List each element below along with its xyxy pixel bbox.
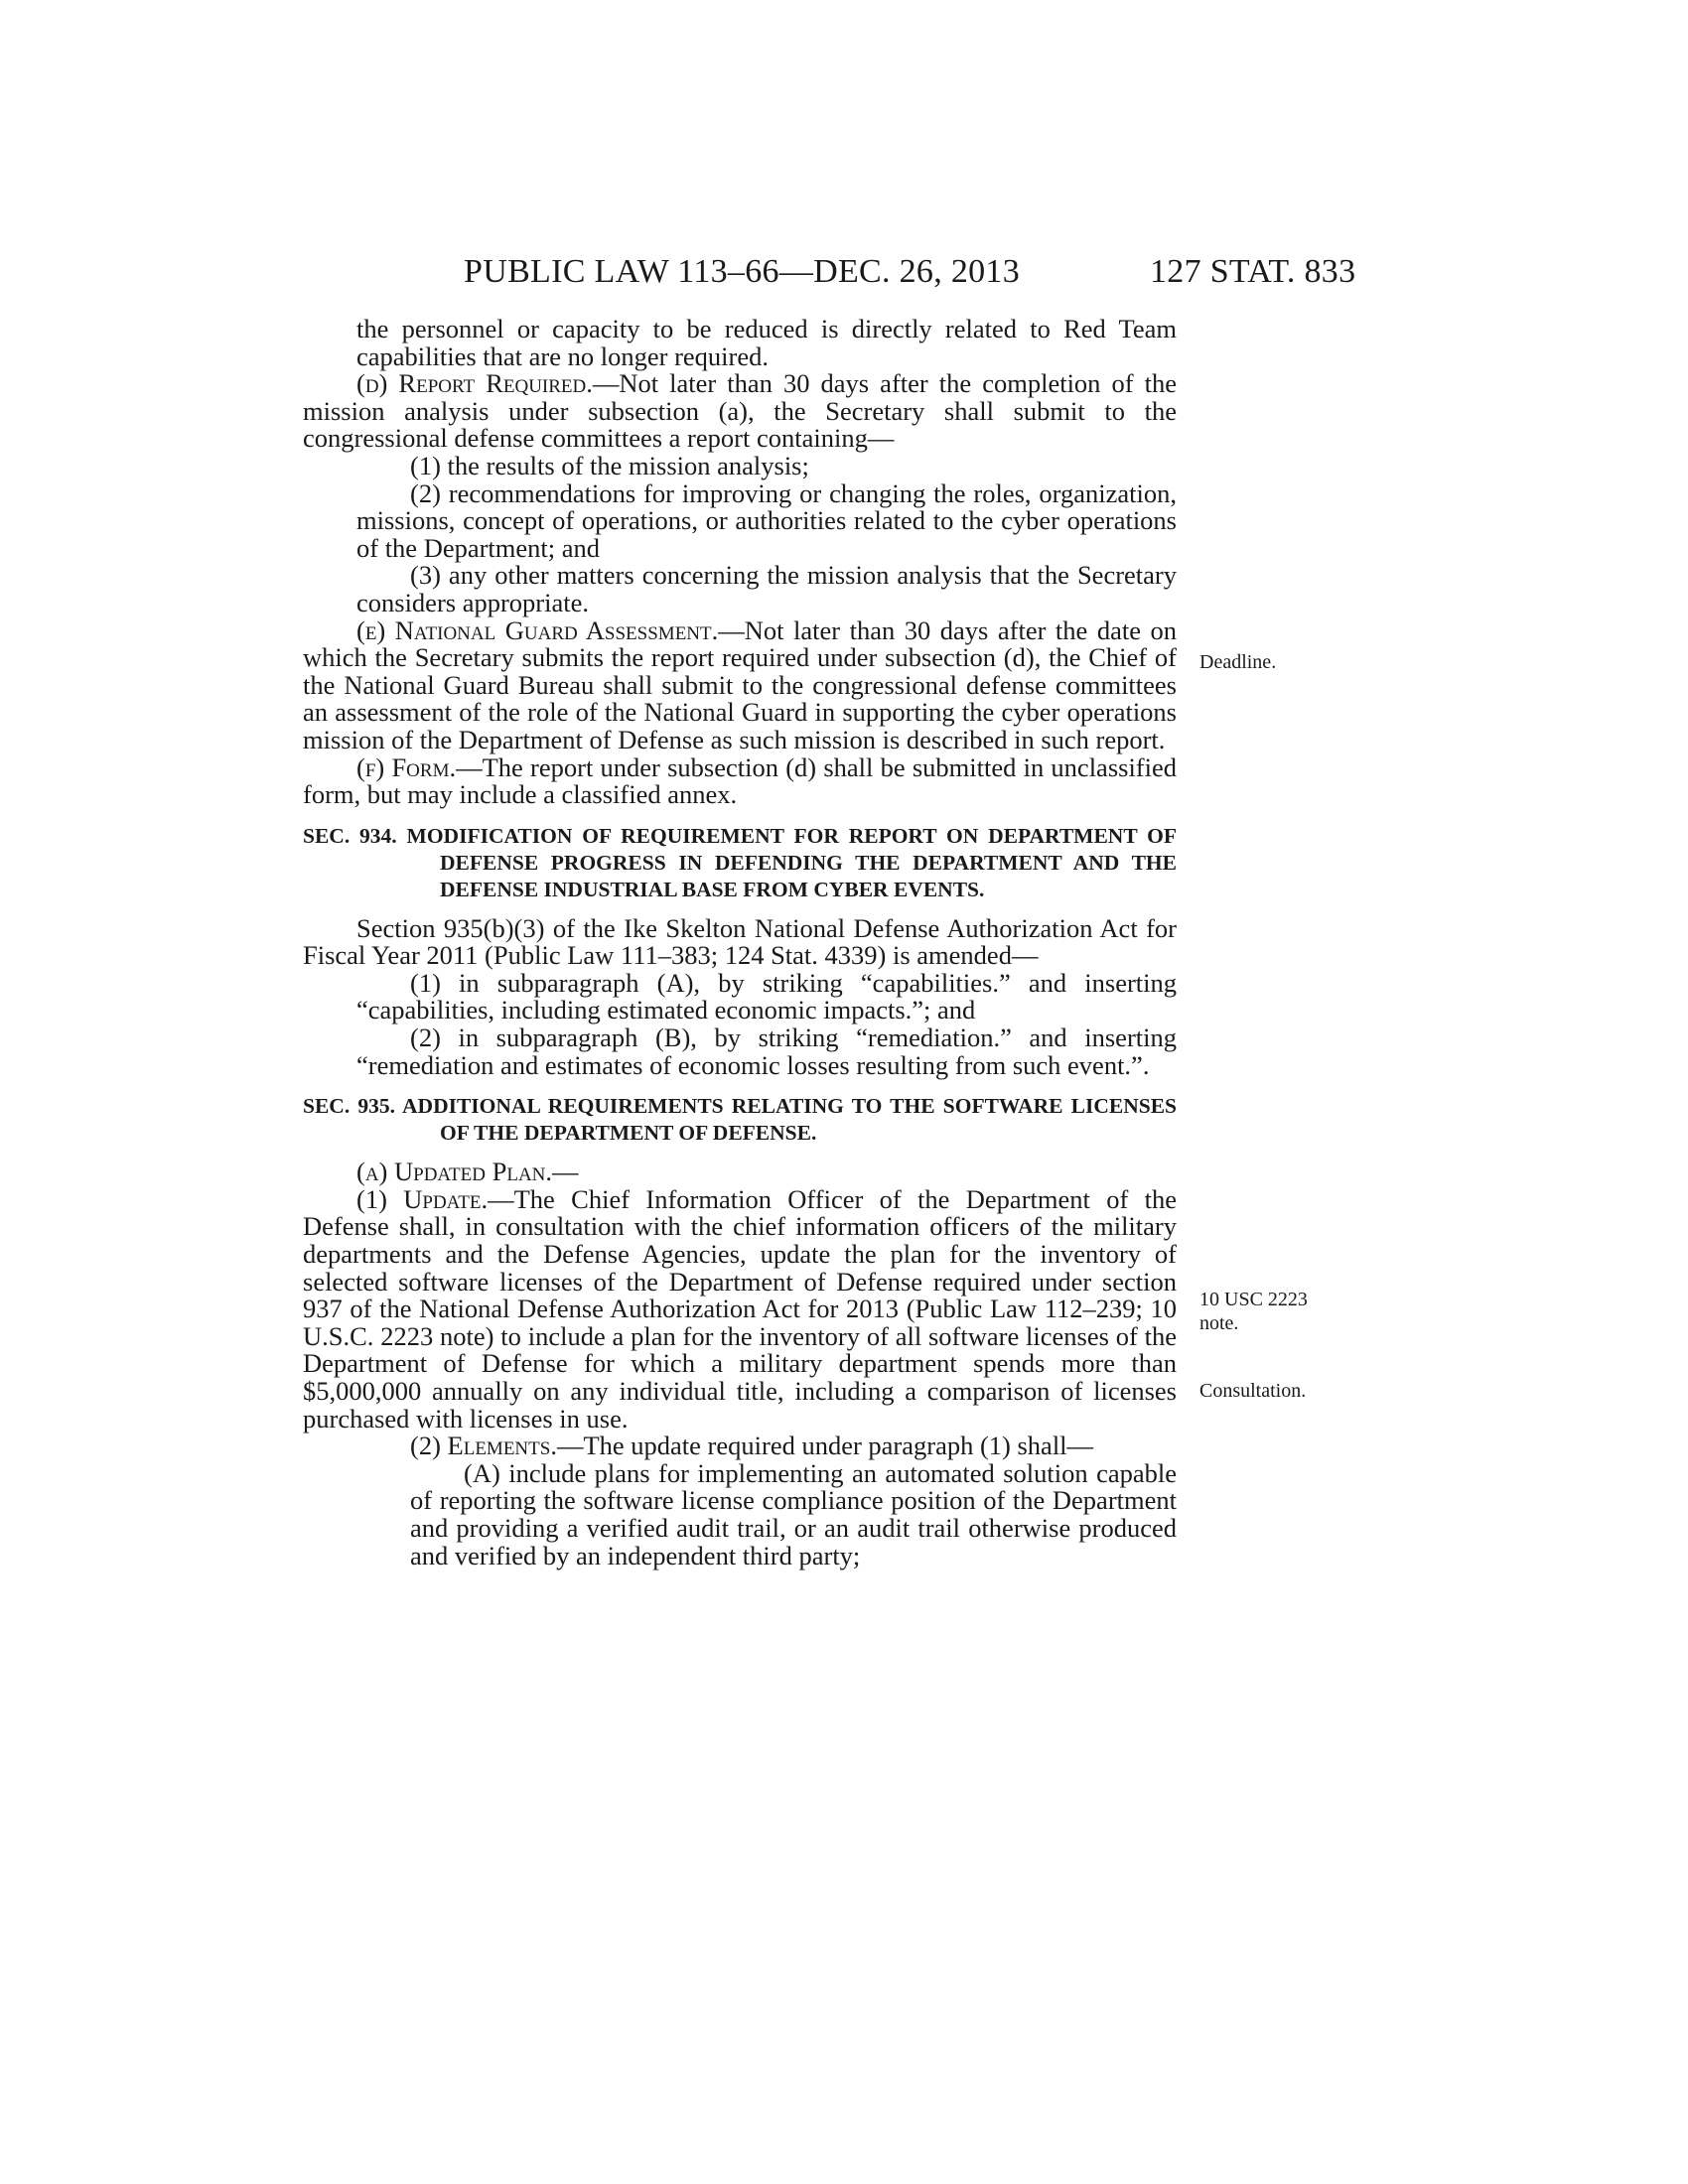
continuation-text: the personnel or capacity to be reduced is directly related to Red Team capabilities that are no longer required. xyxy=(356,314,1177,371)
statute-page-number: 127 STAT. 833 xyxy=(1150,253,1356,290)
paragraph-a2-line xyxy=(356,1433,1177,1460)
section-935-heading: SEC. 935. ADDITIONAL REQUIREMENTS RELATING TO THE SOFTWARE LICENSES OF THE DEPARTMENT OF DEFENSE. xyxy=(303,1094,1177,1146)
subsection-e xyxy=(303,614,1177,754)
paragraph-d1 xyxy=(303,450,1177,480)
subsection-f-text: —The report under subsection (d) shall be submitted in unclassified form, but may include a classified annex. xyxy=(303,751,1178,810)
paragraph-d2 xyxy=(303,480,1177,563)
section-934-paragraph-2-text: (2) in subparagraph (B), by striking “remediation.” and inserting “remediation and estimates of economic losses resulting from such event.”. xyxy=(356,1023,1177,1080)
paragraph-a1-text: —The Chief Information Officer of the Department of the Defense shall, in consultation with the chief information officers of the military departments and the Defense Agencies, update the plan for the inventory of selected software licenses of the Department of Defense required under section 937 of the National Defense Authorization Act for 2013 (Public Law 112–239; 10 U.S.C. 2223 note) to include a plan for the inventory of all software licenses of the Department of Defense for which a military department spends more than $5,000,000 annually on any individual title, including a comparison of licenses purchased with licenses in use. xyxy=(303,1183,1177,1433)
paragraph-d3-text: (3) any other matters concerning the mission analysis that the Secretary considers appropriate. xyxy=(356,560,1177,617)
public-law-citation: PUBLIC LAW 113–66—DEC. 26, 2013 xyxy=(464,253,1021,290)
paragraph-a2 xyxy=(303,1433,1177,1460)
subsection-f-heading: (f) Form. xyxy=(356,751,457,782)
subsection-a xyxy=(303,1159,1177,1186)
margin-note-usc-line1: 10 USC 2223 xyxy=(1199,1289,1308,1310)
paragraph-a1-heading: (1) Update. xyxy=(356,1183,489,1214)
margin-note-usc-line2: note. xyxy=(1199,1312,1239,1334)
subsection-e-text: —Not later than 30 days after the date on which the Secretary submits the report required under subsection (d), the Chief of the National Guard Bureau shall submit to the congressional defense committees an assessment of the role of the National Guard in supporting the cyber operations mission of the Department of Defense as such mission is described in such report. xyxy=(303,614,1177,754)
subsection-a-heading: (a) Updated Plan. xyxy=(356,1157,553,1187)
section-934-paragraph-2 xyxy=(303,1024,1177,1079)
section-934-heading: SEC. 934. MODIFICATION OF REQUIREMENT FOR REPORT ON DEPARTMENT OF DEFENSE PROGRESS IN DEFENDING THE DEPARTMENT AND THE DEFENSE INDUSTRIAL BASE FROM CYBER EVENTS. xyxy=(303,823,1177,901)
subsection-f xyxy=(303,751,1178,810)
paragraph-a2-text: —The update required under paragraph (1) shall— xyxy=(556,1431,1094,1461)
subsection-a-dash: — xyxy=(552,1157,579,1187)
margin-note-consultation: Consultation. xyxy=(1199,1380,1307,1402)
subparagraph-a2A xyxy=(303,1457,1177,1570)
running-header xyxy=(0,253,1688,293)
subparagraph-a2A-text: (A) include plans for implementing an automated solution capable of reporting the software license compliance position of the Department and providing a verified audit trail, or an audit trail otherwise produced and verified by an independent third party; xyxy=(410,1457,1177,1570)
paragraph-d2-text: (2) recommendations for improving or changing the roles, organization, missions, concept of operations, or authorities related to the cyber operations of the Department; and xyxy=(356,478,1177,563)
section-934-intro: Section 935(b)(3) of the Ike Skelton National Defense Authorization Act for Fiscal Year 2011 (Public Law 111–383; 124 Stat. 4339) is amended— xyxy=(303,912,1177,971)
paragraph-d1-text: (1) the results of the mission analysis; xyxy=(410,450,809,480)
subsection-d xyxy=(303,370,1177,453)
margin-note-deadline: Deadline. xyxy=(1199,651,1277,673)
paragraph-d3 xyxy=(303,562,1177,616)
document-body xyxy=(303,316,1177,1570)
paragraph-a1 xyxy=(303,1183,1177,1433)
subsection-d-heading: (d) Report Required. xyxy=(356,368,593,399)
paragraph-a2-heading: (2) Elements. xyxy=(410,1431,557,1461)
continuation-paragraph xyxy=(303,316,1177,370)
subsection-d-text: —Not later than 30 days after the completion of the mission analysis under subsection (a), the Secretary shall submit to the congressional defense committees a report containing— xyxy=(303,368,1177,454)
section-934-paragraph-1-text: (1) in subparagraph (A), by striking “capabilities.” and inserting “capabilities, including estimated economic impacts.”; and xyxy=(356,967,1177,1025)
section-934-paragraph-1 xyxy=(303,967,1177,1025)
subsection-e-heading: (e) National Guard Assessment. xyxy=(356,614,719,645)
